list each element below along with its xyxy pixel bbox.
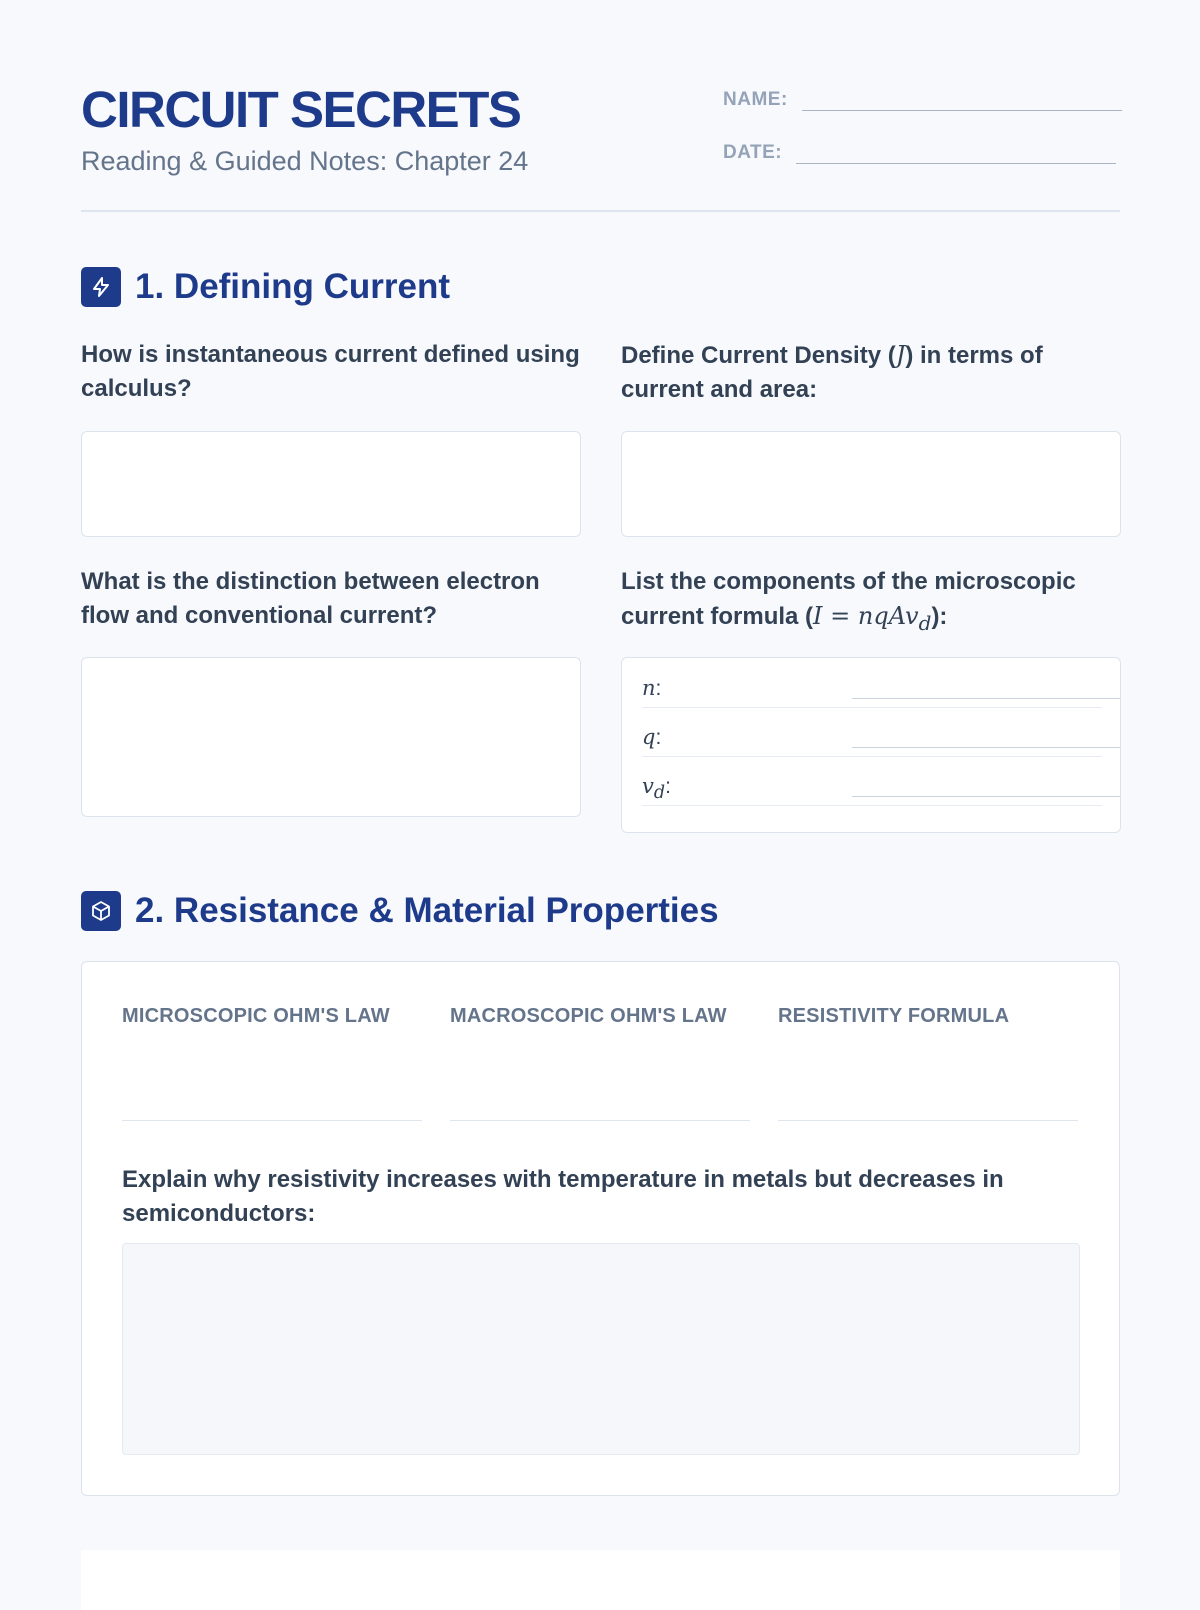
question-resistivity-temperature: Explain why resistivity increases with temperature in metals but decreases in semiconductors: xyxy=(122,1166,1004,1227)
component-var-n: n: xyxy=(642,676,662,700)
section-2-heading xyxy=(81,891,719,931)
q4-prefix: List the components of the microscopic current formula ( xyxy=(621,568,1076,630)
label-resistivity-formula: RESISTIVITY FORMULA xyxy=(778,1005,1010,1027)
component-row-q xyxy=(642,707,1102,757)
question-electron-flow: What is the distinction between electron flow and conventional current? xyxy=(81,568,540,629)
label-macroscopic-ohms-law: MACROSCOPIC OHM'S LAW xyxy=(450,1005,727,1027)
section-2-title: 2. Resistance & Material Properties xyxy=(135,891,719,930)
date-field[interactable] xyxy=(723,141,1116,164)
answer-box-current-density[interactable] xyxy=(621,431,1121,537)
component-input-vd[interactable] xyxy=(852,796,1120,797)
q2-prefix: Define Current Density ( xyxy=(621,342,896,369)
input-line-resistivity-formula[interactable] xyxy=(778,1120,1078,1121)
cube-icon xyxy=(81,891,121,931)
q2-var: J xyxy=(895,341,906,369)
component-row-vd xyxy=(642,756,1102,806)
component-row-n xyxy=(642,658,1102,708)
components-box xyxy=(621,657,1121,833)
answer-box-calculus[interactable] xyxy=(81,431,581,537)
answer-box-electron-flow[interactable] xyxy=(81,657,581,817)
section-1-heading xyxy=(81,267,450,307)
name-label: NAME: xyxy=(723,89,788,110)
lightning-icon xyxy=(81,267,121,307)
component-input-n[interactable] xyxy=(852,698,1120,699)
question-calculus-current: How is instantaneous current defined using calculus? xyxy=(81,341,580,402)
name-field[interactable] xyxy=(723,88,1122,111)
next-section-card xyxy=(81,1550,1120,1610)
date-label: DATE: xyxy=(723,142,783,163)
question-current-density xyxy=(621,338,1121,407)
input-line-macroscopic-ohms-law[interactable] xyxy=(450,1120,750,1121)
name-input-line[interactable] xyxy=(802,88,1122,111)
worksheet-page xyxy=(81,0,1120,1227)
date-input-line[interactable] xyxy=(796,141,1116,164)
page-title: CIRCUIT SECRETS xyxy=(81,81,521,138)
label-microscopic-ohms-law: MICROSCOPIC OHM'S LAW xyxy=(122,1005,390,1027)
question-microscopic-formula xyxy=(621,565,1121,640)
q4-formula-sub: d xyxy=(918,610,932,635)
worksheet-header xyxy=(81,0,1120,212)
q2-suffix: ) in terms of current and area: xyxy=(621,342,1043,403)
q4-formula: I = nqAv xyxy=(813,602,919,630)
section-1-title: 1. Defining Current xyxy=(135,267,451,306)
input-line-microscopic-ohms-law[interactable] xyxy=(122,1120,422,1121)
q4-suffix: ): xyxy=(931,603,948,630)
page-subtitle: Reading & Guided Notes: Chapter 24 xyxy=(81,146,529,176)
component-input-q[interactable] xyxy=(852,747,1120,748)
answer-box-resistivity[interactable] xyxy=(122,1243,1080,1455)
component-var-q: q: xyxy=(642,725,662,749)
component-var-vd: $v_d$: xyxy=(642,774,671,804)
